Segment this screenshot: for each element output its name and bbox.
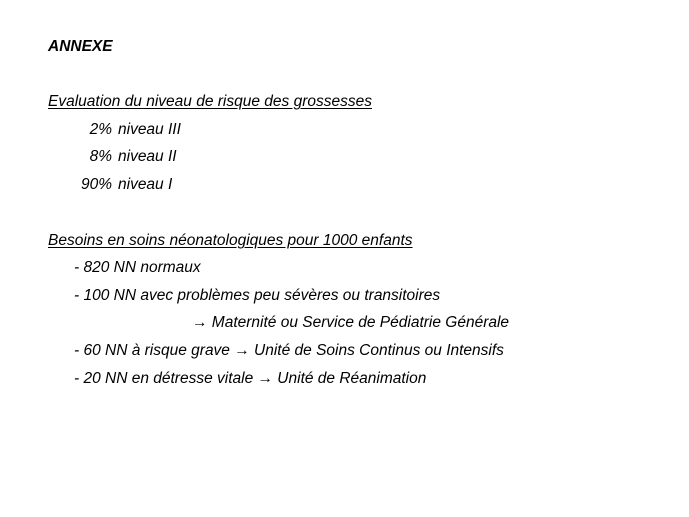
care-item-destination: → Maternité ou Service de Pédiatrie Générale xyxy=(192,314,510,331)
care-item: - 60 NN à risque grave → Unité de Soins Continus ou Intensifs xyxy=(74,342,504,359)
risk-row xyxy=(78,120,181,140)
risk-percent: 8% xyxy=(89,148,112,165)
risk-section-heading: Evaluation du niveau de risque des grossesses xyxy=(48,93,372,110)
care-item: - 820 NN normaux xyxy=(74,259,201,276)
care-item: - 100 NN avec problèmes peu sévères ou transitoires xyxy=(74,287,441,304)
care-item: - 20 NN en détresse vitale → Unité de Réanimation xyxy=(74,370,427,387)
risk-row xyxy=(78,175,172,195)
risk-percent: 2% xyxy=(89,121,112,138)
risk-level: niveau II xyxy=(118,148,177,165)
risk-level: niveau III xyxy=(118,121,181,138)
annex-title: ANNEXE xyxy=(48,38,113,55)
risk-row xyxy=(78,147,177,167)
risk-level: niveau I xyxy=(118,176,173,193)
care-section-heading: Besoins en soins néonatologiques pour 1000 enfants xyxy=(48,232,413,249)
risk-percent: 90% xyxy=(80,176,112,193)
